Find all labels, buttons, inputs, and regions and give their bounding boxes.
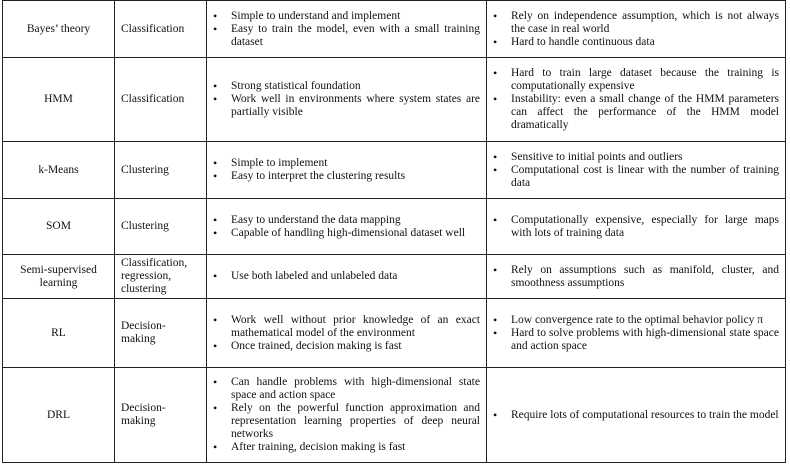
advantages-list (213, 80, 480, 119)
disadvantages-cell (487, 58, 786, 142)
list-item: • Hard to train large dataset because the training is computationally expensive (493, 67, 779, 93)
disadvantages-cell (487, 255, 786, 299)
table-row (3, 58, 786, 142)
list-item: • Once trained, decision making is fast (213, 340, 480, 353)
algorithm-cell: HMM (3, 58, 115, 142)
list-item: • After training, decision making is fast (213, 441, 480, 454)
list-item: • Hard to solve problems with high-dimensional state space and action space (493, 327, 779, 353)
advantages-cell (207, 299, 487, 368)
list-item: • Low convergence rate to the optimal behavior policy π (493, 314, 779, 327)
list-item: • Use both labeled and unlabeled data (213, 270, 480, 283)
list-item: • Rely on independence assumption, which is not always the case in real world (493, 10, 779, 36)
disadvantages-list (493, 67, 779, 132)
task-cell: Classification (115, 58, 207, 142)
list-item: • Easy to interpret the clustering results (213, 170, 480, 183)
list-item: • Simple to implement (213, 157, 480, 170)
list-item: • Strong statistical foundation (213, 80, 480, 93)
algorithm-cell: DRL (3, 368, 115, 463)
algorithm-cell: Semi-supervised learning (3, 255, 115, 299)
list-item: • Work well in environments where system states are partially visible (213, 93, 480, 119)
task-cell: Clustering (115, 142, 207, 199)
disadvantages-cell (487, 368, 786, 463)
algorithm-cell: Bayes’ theory (3, 1, 115, 58)
table-row (3, 142, 786, 199)
list-item: • Rely on assumptions such as manifold, cluster, and smoothness assumptions (493, 264, 779, 290)
advantages-list (213, 314, 480, 353)
table-body (3, 1, 786, 463)
advantages-cell (207, 58, 487, 142)
table-row (3, 1, 786, 58)
advantages-cell (207, 199, 487, 255)
list-item: • Easy to understand the data mapping (213, 214, 480, 227)
advantages-list (213, 10, 480, 49)
list-item: • Work well without prior knowledge of an exact mathematical model of the environment (213, 314, 480, 340)
advantages-list (213, 376, 480, 454)
list-item: • Computationally expensive, especially for large maps with lots of training data (493, 214, 779, 240)
disadvantages-list (493, 264, 779, 290)
list-item: • Hard to handle continuous data (493, 36, 779, 49)
task-cell: Classification, regression, clustering (115, 255, 207, 299)
table-row (3, 255, 786, 299)
algorithm-cell: SOM (3, 199, 115, 255)
table-row (3, 368, 786, 463)
list-item: • Sensitive to initial points and outliers (493, 151, 779, 164)
list-item: • Require lots of computational resources to train the model (493, 409, 779, 422)
advantages-cell (207, 142, 487, 199)
task-cell: Decision-making (115, 368, 207, 463)
disadvantages-cell (487, 1, 786, 58)
list-item: • Computational cost is linear with the number of training data (493, 164, 779, 190)
disadvantages-list (493, 409, 779, 422)
algorithm-cell: RL (3, 299, 115, 368)
advantages-cell (207, 255, 487, 299)
task-cell: Decision-making (115, 299, 207, 368)
advantages-cell (207, 1, 487, 58)
disadvantages-list (493, 214, 779, 240)
disadvantages-cell (487, 199, 786, 255)
list-item: • Capable of handling high-dimensional dataset well (213, 227, 480, 240)
list-item: • Simple to understand and implement (213, 10, 480, 23)
comparison-table (2, 0, 786, 463)
table-row (3, 199, 786, 255)
disadvantages-cell (487, 142, 786, 199)
advantages-list (213, 214, 480, 240)
disadvantages-list (493, 151, 779, 190)
advantages-list (213, 270, 480, 283)
advantages-cell (207, 368, 487, 463)
disadvantages-cell (487, 299, 786, 368)
disadvantages-list (493, 10, 779, 49)
list-item: • Instability: even a small change of the HMM parameters can affect the performance of the HMM model dramatically (493, 93, 779, 132)
list-item: • Easy to train the model, even with a small training dataset (213, 23, 480, 49)
task-cell: Clustering (115, 199, 207, 255)
algorithm-cell: k-Means (3, 142, 115, 199)
task-cell: Classification (115, 1, 207, 58)
list-item: • Can handle problems with high-dimensional state space and action space (213, 376, 480, 402)
disadvantages-list (493, 314, 779, 353)
advantages-list (213, 157, 480, 183)
list-item: • Rely on the powerful function approximation and representation learning properties of deep neural networks (213, 402, 480, 441)
table-row (3, 299, 786, 368)
